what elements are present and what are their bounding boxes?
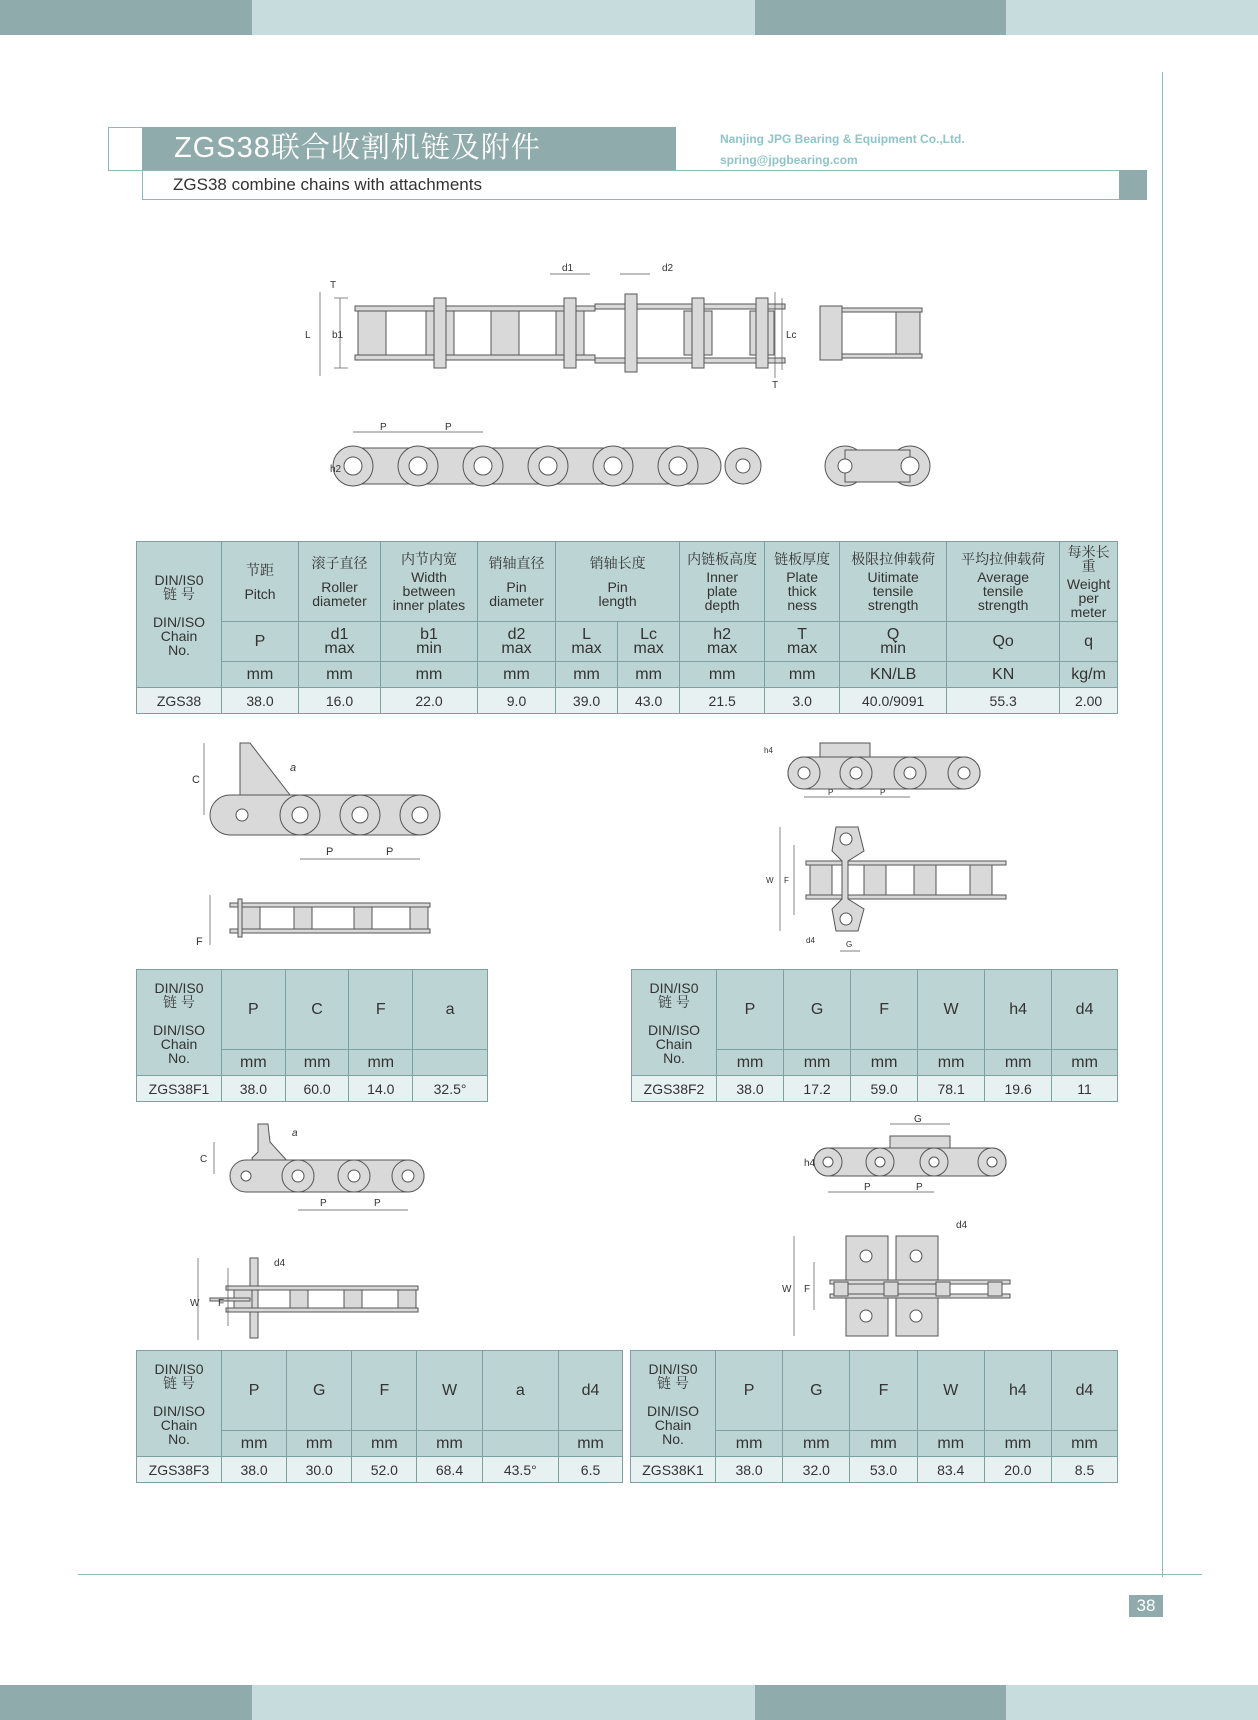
f3-label-w: W — [190, 1298, 200, 1309]
unit-cell: mm — [285, 1050, 349, 1076]
unit-cell: mm — [918, 1050, 985, 1076]
f1-label-f: F — [196, 936, 203, 948]
col-header: a — [413, 970, 488, 1050]
col-header: d4 — [559, 1351, 623, 1431]
f1-attachment-drawing — [190, 735, 450, 955]
avg-tensile-header: 平均拉伸载荷 Average tensile strength — [947, 542, 1060, 622]
chain-no-header: DIN/IS0 链 号 DIN/ISO Chain No. — [137, 970, 222, 1076]
k1-label-h4: h4 — [804, 1158, 816, 1169]
f1-label-c: C — [192, 774, 200, 786]
col-header: G — [783, 1351, 850, 1431]
f3-label-c: C — [200, 1154, 208, 1165]
col-header: W — [417, 1351, 482, 1431]
unit-cell: mm — [851, 1050, 918, 1076]
col-header: G — [784, 970, 851, 1050]
k1-label-f: F — [804, 1284, 811, 1295]
unit-cell: mm — [717, 1050, 784, 1076]
roller-symbol: d1 max — [299, 622, 381, 662]
unit-cell: mm — [985, 1050, 1052, 1076]
label-h2: h2 — [330, 464, 342, 475]
footer-line — [78, 1574, 1202, 1575]
company-info — [720, 129, 965, 171]
avg-tensile-symbol: Qo — [947, 622, 1060, 662]
plate-depth-symbol: h2 max — [680, 622, 765, 662]
unit-cell — [482, 1431, 558, 1457]
plate-thickness-symbol: T max — [765, 622, 840, 662]
col-header: G — [287, 1351, 352, 1431]
tensile-header: 极限拉伸载荷 Uitimate tensile strength — [840, 542, 947, 622]
chain-top-view-drawing — [300, 258, 940, 398]
unit-cell: KN — [947, 662, 1060, 688]
f1-label-p2: P — [386, 846, 394, 858]
table-row: ZGS38F3 38.0 30.0 52.0 68.4 43.5° 6.5 — [137, 1457, 623, 1483]
main-spec-table — [136, 541, 1118, 714]
pin-length-lc-symbol: Lc max — [618, 622, 680, 662]
unit-cell: mm — [352, 1431, 417, 1457]
page-title: ZGS38联合收割机链及附件 — [142, 127, 676, 170]
k1-label-g: G — [914, 1114, 922, 1125]
unit-cell — [413, 1050, 488, 1076]
unit-cell: mm — [287, 1431, 352, 1457]
unit-cell: mm — [349, 1050, 413, 1076]
label-lc: Lc — [786, 330, 797, 341]
f1-label-p1: P — [326, 846, 334, 858]
unit-cell: mm — [784, 1050, 851, 1076]
table-row: ZGS38F2 38.0 17.2 59.0 78.1 19.6 11 — [632, 1076, 1118, 1102]
width-symbol: b1 min — [381, 622, 478, 662]
f2-label-p2: P — [880, 788, 886, 797]
plate-depth-header: 内链板高度 Inner plate depth — [680, 542, 765, 622]
unit-cell: mm — [618, 662, 680, 688]
unit-cell: KN/LB — [840, 662, 947, 688]
pin-diameter-header: 销轴直径 Pin diameter — [478, 542, 556, 622]
f2-label-h4: h4 — [764, 746, 773, 755]
unit-cell: mm — [917, 1431, 984, 1457]
unit-cell: kg/m — [1060, 662, 1118, 688]
col-header: P — [222, 970, 286, 1050]
pin-length-header: 销轴长度 Pin length — [556, 542, 680, 622]
weight-header: 每米长重 Weight per meter — [1060, 542, 1118, 622]
weight-symbol: q — [1060, 622, 1118, 662]
company-name: Nanjing JPG Bearing & Equipment Co.,Ltd. — [720, 132, 965, 146]
f2-label-p1: P — [828, 788, 834, 797]
table-row: ZGS38K1 38.0 32.0 53.0 83.4 20.0 8.5 — [631, 1457, 1118, 1483]
unit-cell: mm — [680, 662, 765, 688]
f2-attachment-drawing — [760, 735, 1010, 955]
tensile-symbol: Q min — [840, 622, 947, 662]
col-header: F — [850, 1351, 917, 1431]
k1-label-p2: P — [916, 1182, 923, 1193]
f2-spec-table — [631, 969, 1118, 1102]
unit-cell: mm — [1052, 1431, 1118, 1457]
pin-diameter-symbol: d2 max — [478, 622, 556, 662]
f3-label-d4: d4 — [274, 1258, 286, 1269]
width-header: 内节内宽 Width between inner plates — [381, 542, 478, 622]
chain-no-header: DIN/IS0 链 号 DIN/ISO Chain No. — [631, 1351, 716, 1457]
col-header: d4 — [1052, 1351, 1118, 1431]
f2-label-d4: d4 — [806, 936, 815, 945]
label-b1: b1 — [332, 330, 344, 341]
label-d1: d1 — [562, 263, 574, 274]
unit-cell: mm — [1052, 1050, 1118, 1076]
pitch-header: 节距 Pitch — [222, 542, 299, 622]
unit-cell: mm — [222, 662, 299, 688]
f2-label-g: G — [846, 940, 853, 949]
col-header: F — [349, 970, 413, 1050]
label-t-bottom: T — [772, 380, 779, 391]
unit-cell: mm — [559, 1431, 623, 1457]
unit-cell: mm — [984, 1431, 1051, 1457]
chain-no-header: DIN/IS0 链 号 DIN/ISO Chain No. — [137, 542, 222, 688]
top-color-band — [0, 0, 1258, 35]
col-header: a — [482, 1351, 558, 1431]
k1-spec-table — [630, 1350, 1118, 1483]
subtitle-tab — [1119, 170, 1147, 200]
table-row: ZGS38F1 38.0 60.0 14.0 32.5° — [137, 1076, 488, 1102]
unit-cell: mm — [222, 1050, 286, 1076]
f2-label-w: W — [766, 876, 774, 885]
table-row: ZGS38 38.0 16.0 22.0 9.0 39.0 43.0 21.5 3.0 40.0/9091 55.3 2.00 — [137, 688, 1118, 714]
f3-label-f: F — [218, 1298, 225, 1309]
right-margin-line — [1162, 72, 1163, 1577]
k1-attachment-drawing — [780, 1110, 1020, 1340]
col-header: P — [222, 1351, 287, 1431]
label-t-top: T — [330, 280, 337, 291]
unit-cell: mm — [417, 1431, 482, 1457]
f3-label-p2: P — [374, 1198, 381, 1209]
f3-label-a: a — [292, 1128, 298, 1139]
k1-label-w: W — [782, 1284, 792, 1295]
f3-attachment-drawing — [190, 1118, 440, 1340]
chain-no-header: DIN/IS0 链 号 DIN/ISO Chain No. — [632, 970, 717, 1076]
label-d2: d2 — [662, 263, 674, 274]
chain-side-view-drawing — [325, 420, 945, 500]
col-header: F — [352, 1351, 417, 1431]
label-l: L — [305, 330, 311, 341]
bottom-color-band — [0, 1685, 1258, 1720]
page-subtitle: ZGS38 combine chains with attachments — [142, 170, 1147, 200]
k1-label-p1: P — [864, 1182, 871, 1193]
pin-length-l-symbol: L max — [556, 622, 618, 662]
unit-cell: mm — [299, 662, 381, 688]
company-email: spring@jpgbearing.com — [720, 153, 858, 167]
unit-cell: mm — [765, 662, 840, 688]
col-header: d4 — [1052, 970, 1118, 1050]
unit-cell: mm — [478, 662, 556, 688]
label-p1: P — [380, 422, 387, 433]
col-header: P — [716, 1351, 783, 1431]
unit-cell: mm — [783, 1431, 850, 1457]
col-header: h4 — [984, 1351, 1051, 1431]
col-header: W — [917, 1351, 984, 1431]
unit-cell: mm — [222, 1431, 287, 1457]
f2-label-f: F — [784, 876, 789, 885]
plate-thickness-header: 链板厚度 Plate thick ness — [765, 542, 840, 622]
page-number: 38 — [1129, 1595, 1163, 1617]
chain-no-header: DIN/IS0 链 号 DIN/ISO Chain No. — [137, 1351, 222, 1457]
unit-cell: mm — [716, 1431, 783, 1457]
unit-cell: mm — [381, 662, 478, 688]
f1-label-a: a — [290, 762, 297, 774]
col-header: C — [285, 970, 349, 1050]
f1-spec-table — [136, 969, 488, 1102]
col-header: W — [918, 970, 985, 1050]
col-header: P — [717, 970, 784, 1050]
label-p2: P — [445, 422, 452, 433]
roller-header: 滚子直径 Roller diameter — [299, 542, 381, 622]
f3-label-p1: P — [320, 1198, 327, 1209]
f3-spec-table — [136, 1350, 623, 1483]
pitch-symbol: P — [222, 622, 299, 662]
col-header: h4 — [985, 970, 1052, 1050]
col-header: F — [851, 970, 918, 1050]
k1-label-d4: d4 — [956, 1220, 968, 1231]
unit-cell: mm — [556, 662, 618, 688]
unit-cell: mm — [850, 1431, 917, 1457]
